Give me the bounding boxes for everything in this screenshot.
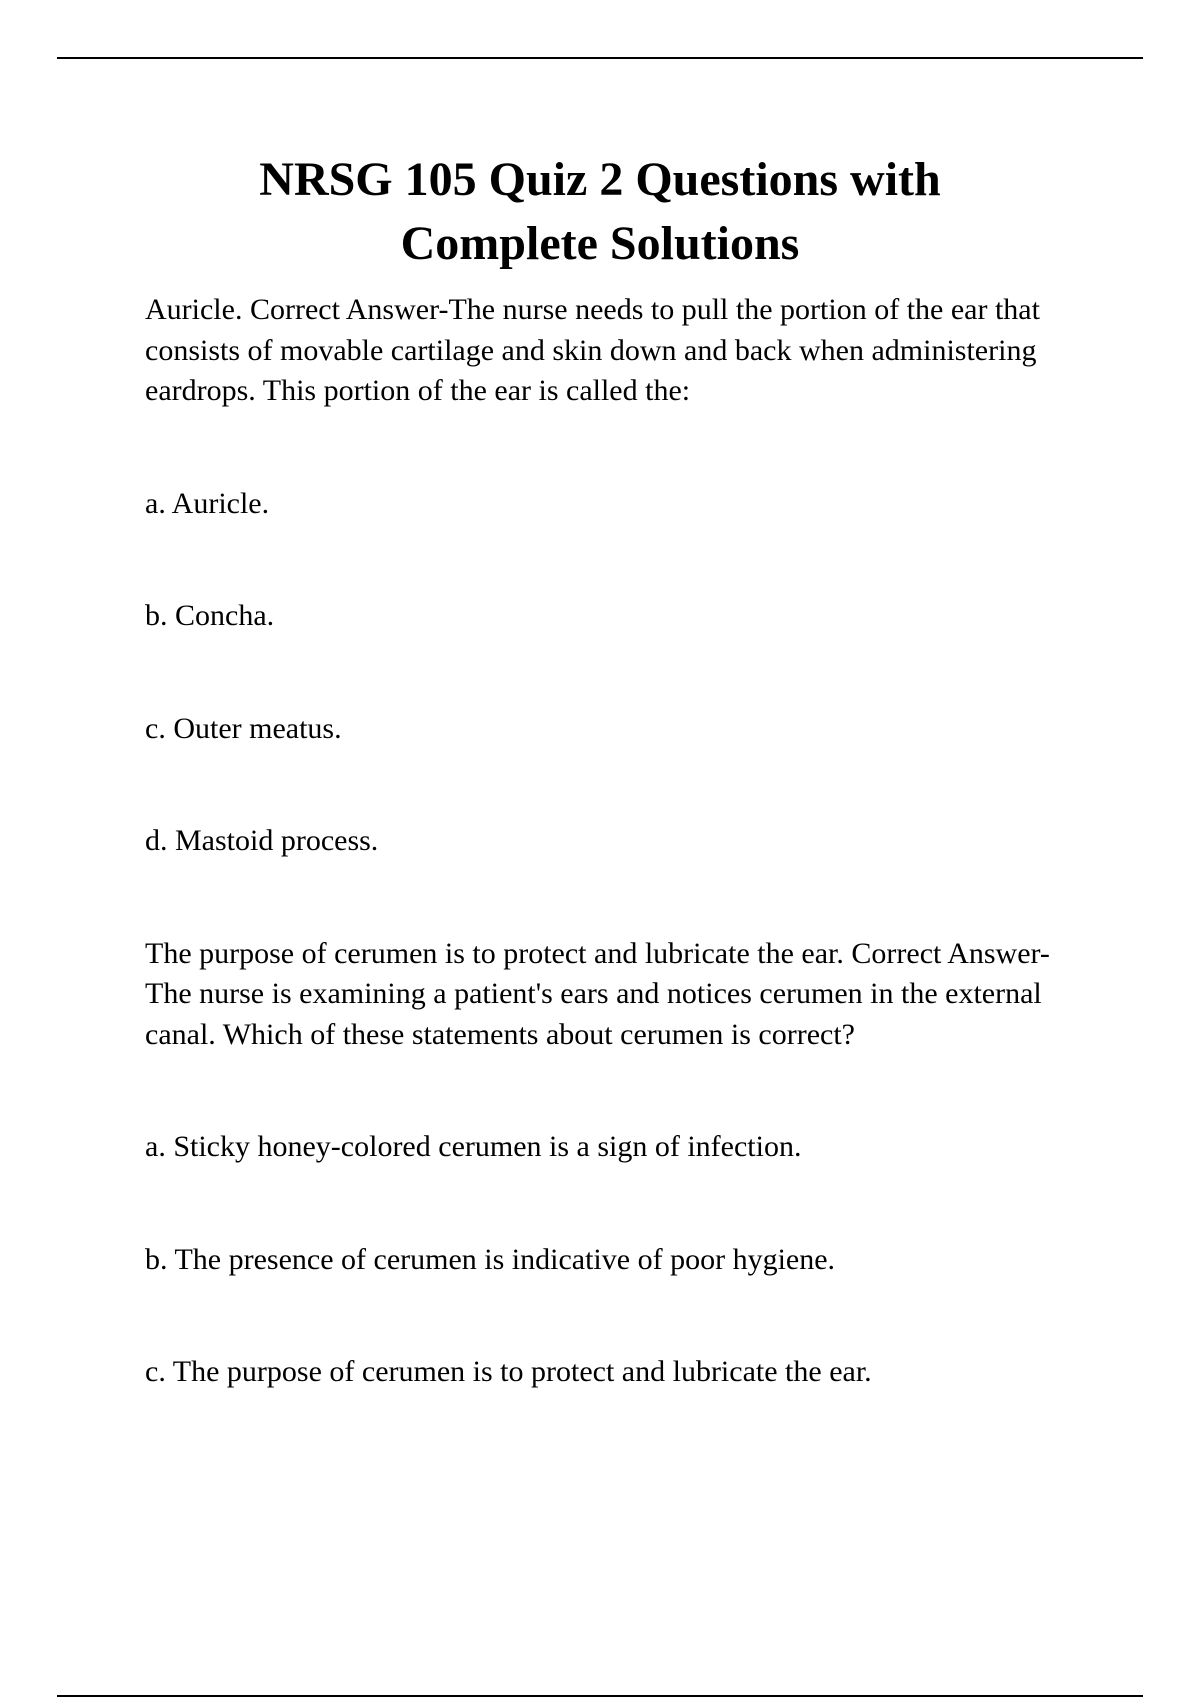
- answer-option: c. Outer meatus.: [145, 711, 342, 745]
- title-line-2: Complete Solutions: [400, 217, 800, 270]
- question-text: Auricle. Correct Answer-The nurse needs to pull the portion of the ear that consists of movable cartilage and skin down and back when administering eardrops. This portion of the ear is called the:: [145, 293, 1040, 407]
- document-title: [100, 148, 1100, 276]
- question-text: The purpose of cerumen is to protect and lubricate the ear. Correct Answer-The nurse is examining a patient's ears and notices cerumen in the external canal. Which of these statements about cerumen is correct?: [145, 936, 1050, 1051]
- document-body: [145, 290, 1075, 1393]
- answer-option: b. Concha.: [145, 599, 275, 632]
- answer-option: d. Mastoid process.: [145, 824, 379, 857]
- footer-rule: [57, 1695, 1143, 1697]
- answer-option: a. Auricle.: [145, 486, 270, 520]
- answer-option: a. Sticky honey-colored cerumen is a sign of infection.: [145, 1130, 802, 1163]
- answer-option: c. The purpose of cerumen is to protect and lubricate the ear.: [145, 1355, 872, 1388]
- header-rule: [57, 57, 1143, 59]
- title-line-1: NRSG 105 Quiz 2 Questions with: [259, 153, 941, 206]
- answer-option: b. The presence of cerumen is indicative of poor hygiene.: [145, 1242, 836, 1276]
